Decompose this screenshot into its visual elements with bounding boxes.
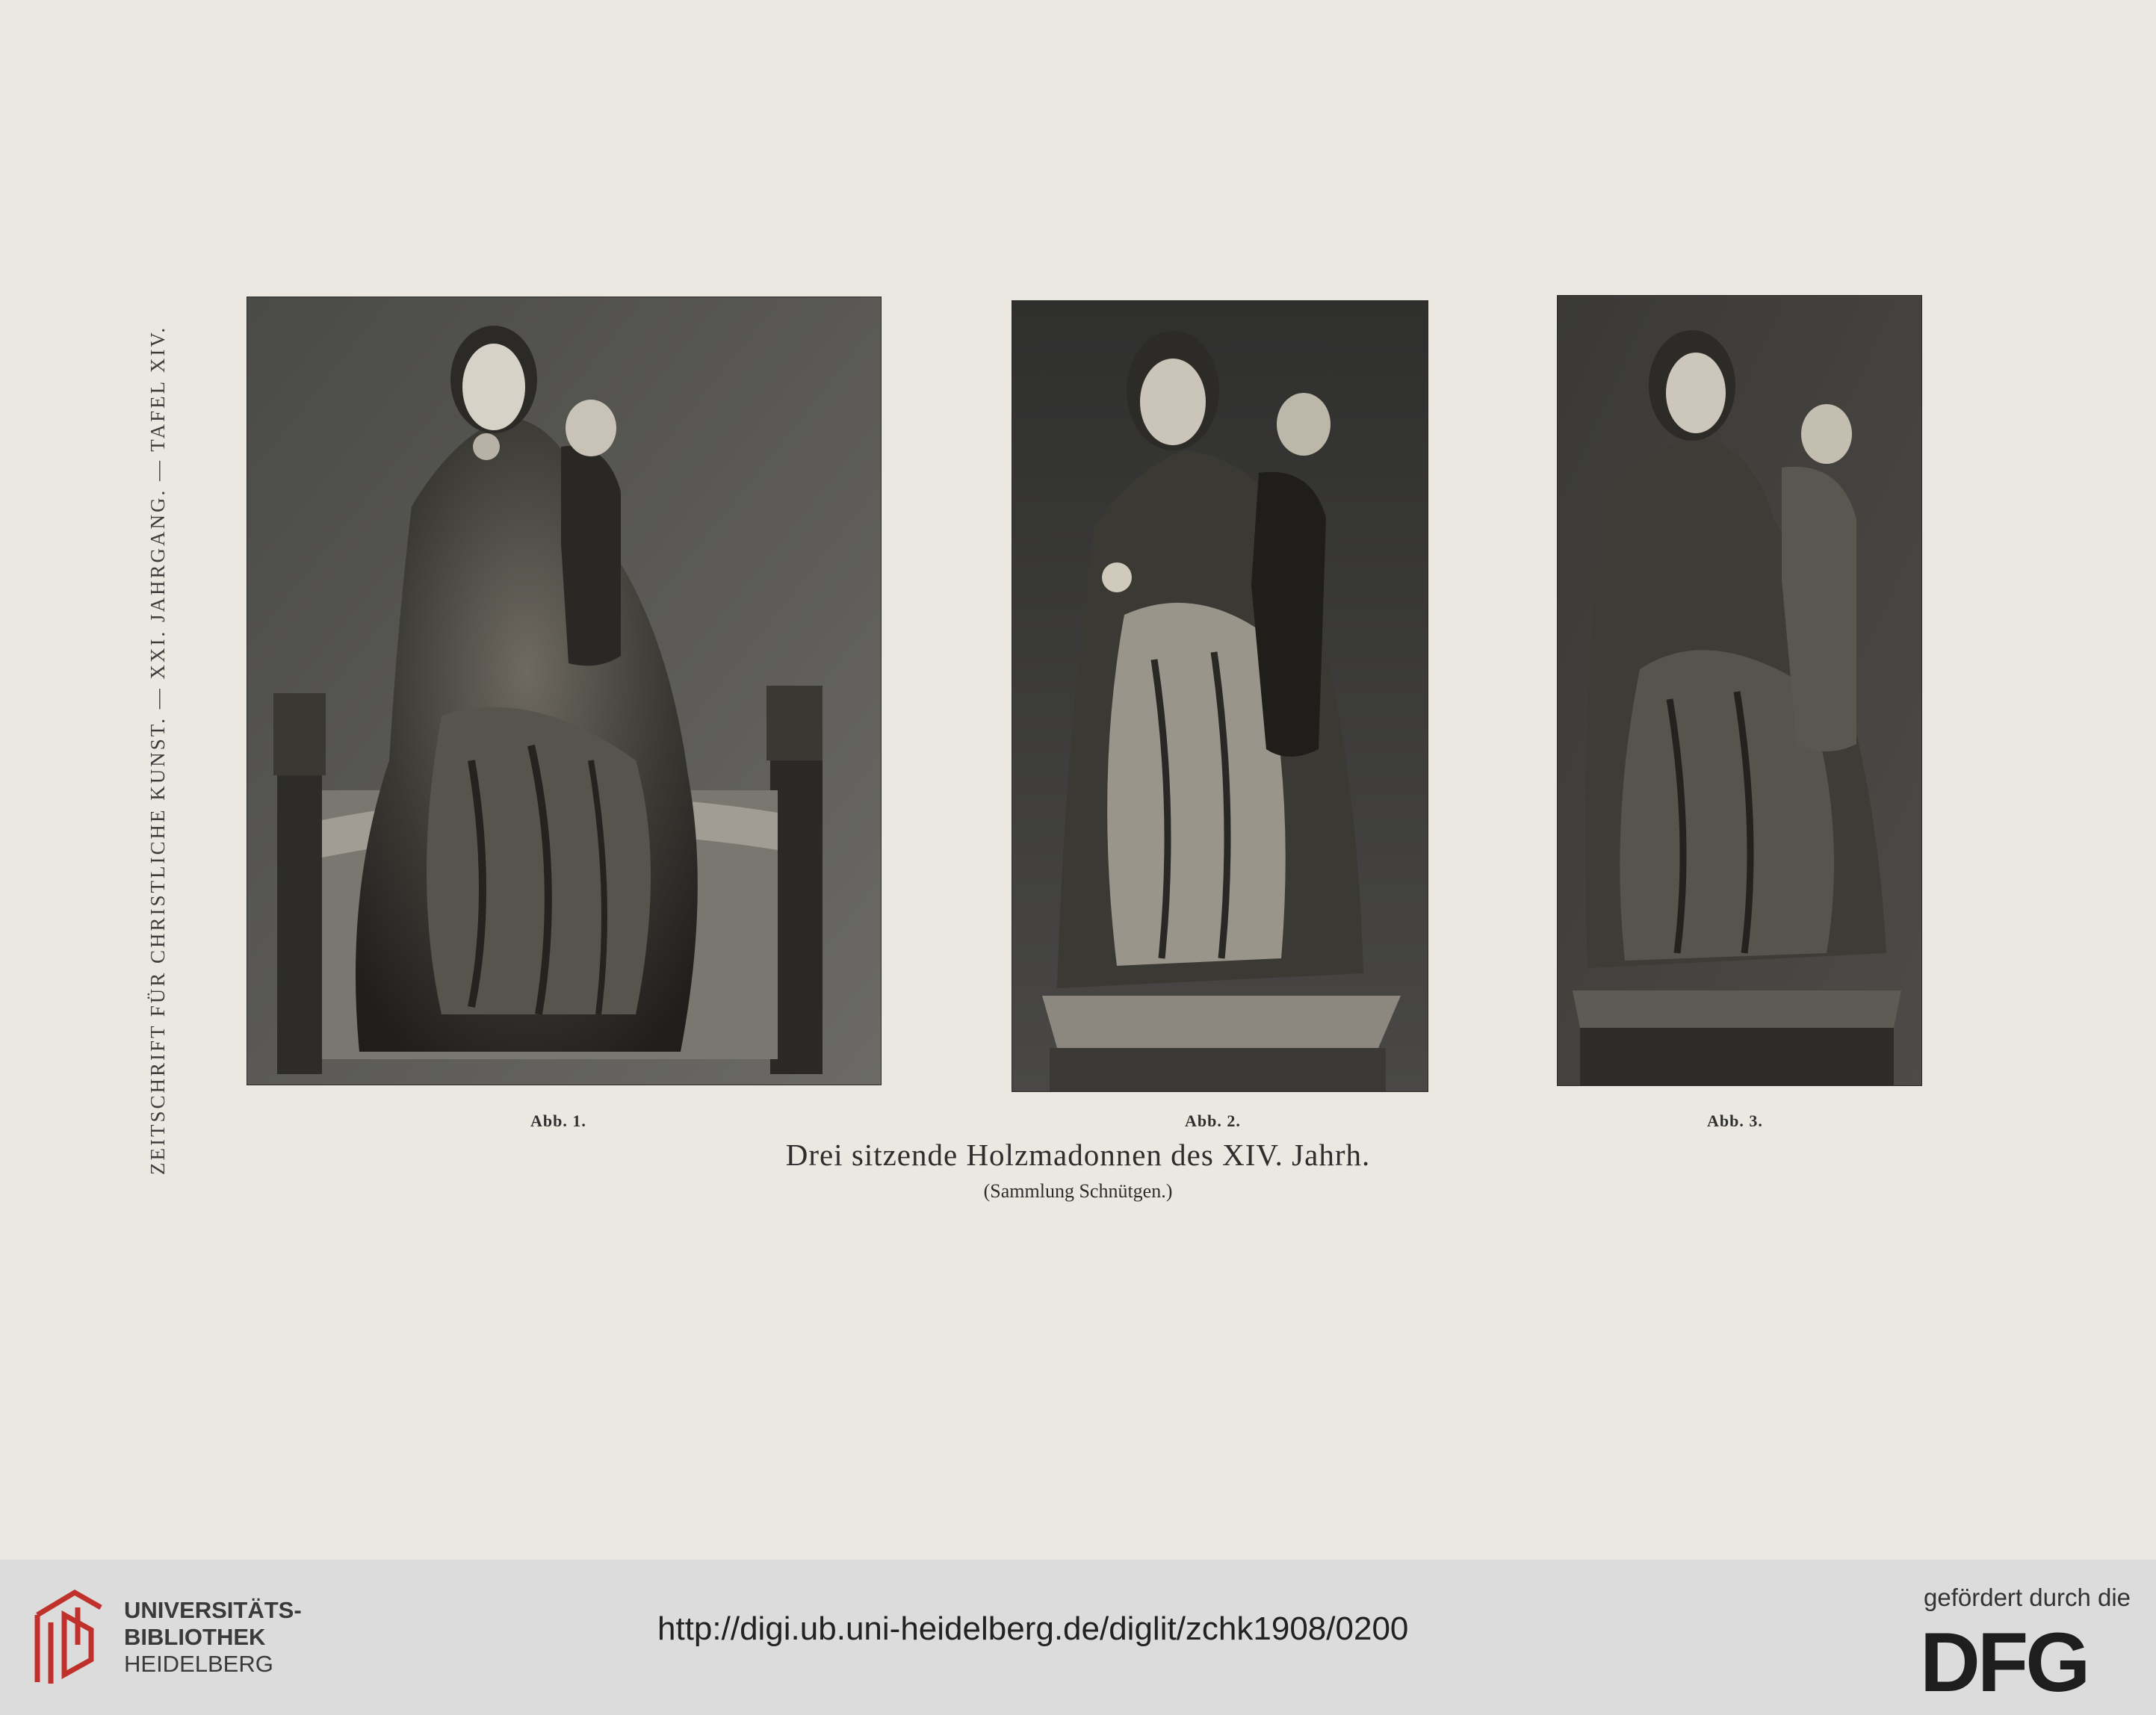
figure-2-label: Abb. 2. [1185, 1111, 1241, 1130]
plate-subcaption: (Sammlung Schnütgen.) [983, 1180, 1173, 1202]
library-line-1: UNIVERSITÄTS- [124, 1597, 302, 1623]
library-line-2: BIBLIOTHEK [124, 1624, 266, 1650]
madonna-3-image [1558, 296, 1921, 1085]
figure-1-label: Abb. 1. [530, 1111, 586, 1130]
viewer-footer [0, 1560, 2156, 1715]
madonna-2-image [1012, 301, 1428, 1091]
dfg-logo-icon [1920, 1624, 2128, 1699]
university-library-logo-icon [22, 1585, 106, 1690]
plate-caption: Drei sitzende Holzmadonnen des XIV. Jahrh. [785, 1138, 1371, 1172]
dfg-logo-text: DFG [1920, 1624, 2088, 1699]
figure-3-label: Abb. 3. [1707, 1111, 1763, 1130]
figure-1-photo [247, 297, 881, 1085]
running-header-vertical: ZEITSCHRIFT FÜR CHRISTLICHE KUNST. — XXI. JAHRGANG. — TAFEL XIV. [146, 325, 169, 1175]
figure-2-photo [1012, 301, 1428, 1091]
permalink-url[interactable]: http://digi.ub.uni-heidelberg.de/diglit/zchk1908/0200 [657, 1610, 1409, 1647]
madonna-1-image [247, 297, 881, 1085]
figure-3-photo [1558, 296, 1921, 1085]
funding-note: gefördert durch die [1924, 1584, 2131, 1611]
university-library-name [124, 1597, 302, 1678]
library-line-3: HEIDELBERG [124, 1651, 273, 1677]
